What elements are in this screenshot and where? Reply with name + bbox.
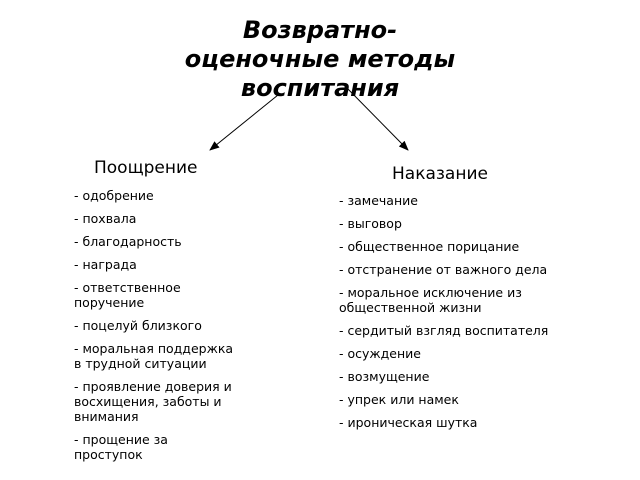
- encouragement-item: - поцелуй близкого: [74, 318, 202, 333]
- encouragement-item: - благодарность: [74, 234, 182, 249]
- encouragement-heading: Поощрение: [94, 158, 198, 178]
- encouragement-item: - ответственное поручение: [74, 280, 181, 310]
- encouragement-item: - проявление доверия и восхищения, заботы и внимания: [74, 379, 232, 424]
- punishment-heading: Наказание: [392, 164, 488, 184]
- punishment-item: - осуждение: [339, 346, 421, 361]
- arrow-to-punishment: [345, 86, 408, 150]
- punishment-item: - ироническая шутка: [339, 415, 478, 430]
- encouragement-item: - похвала: [74, 211, 137, 226]
- arrow-to-encouragement: [210, 95, 278, 150]
- punishment-item: - упрек или намек: [339, 392, 459, 407]
- punishment-item: - сердитый взгляд воспитателя: [339, 323, 549, 338]
- title-line-3: воспитания: [240, 74, 400, 102]
- punishment-item: - замечание: [339, 193, 418, 208]
- punishment-item: - моральное исключение из общественной жизни: [339, 285, 522, 315]
- encouragement-list: [74, 188, 234, 470]
- encouragement-item: - одобрение: [74, 188, 154, 203]
- title-line-1: Возвратно-: [242, 16, 398, 44]
- punishment-item: - отстранение от важного дела: [339, 262, 548, 277]
- title-line-2: оценочные методы: [184, 45, 456, 73]
- punishment-item: - общественное порицание: [339, 239, 520, 254]
- encouragement-item: - моральная поддержка в трудной ситуации: [74, 341, 234, 371]
- punishment-list: [339, 193, 579, 438]
- encouragement-item: - награда: [74, 257, 137, 272]
- punishment-item: - возмущение: [339, 369, 430, 384]
- encouragement-item: - прощение за проступок: [74, 432, 168, 462]
- punishment-item: - выговор: [339, 216, 402, 231]
